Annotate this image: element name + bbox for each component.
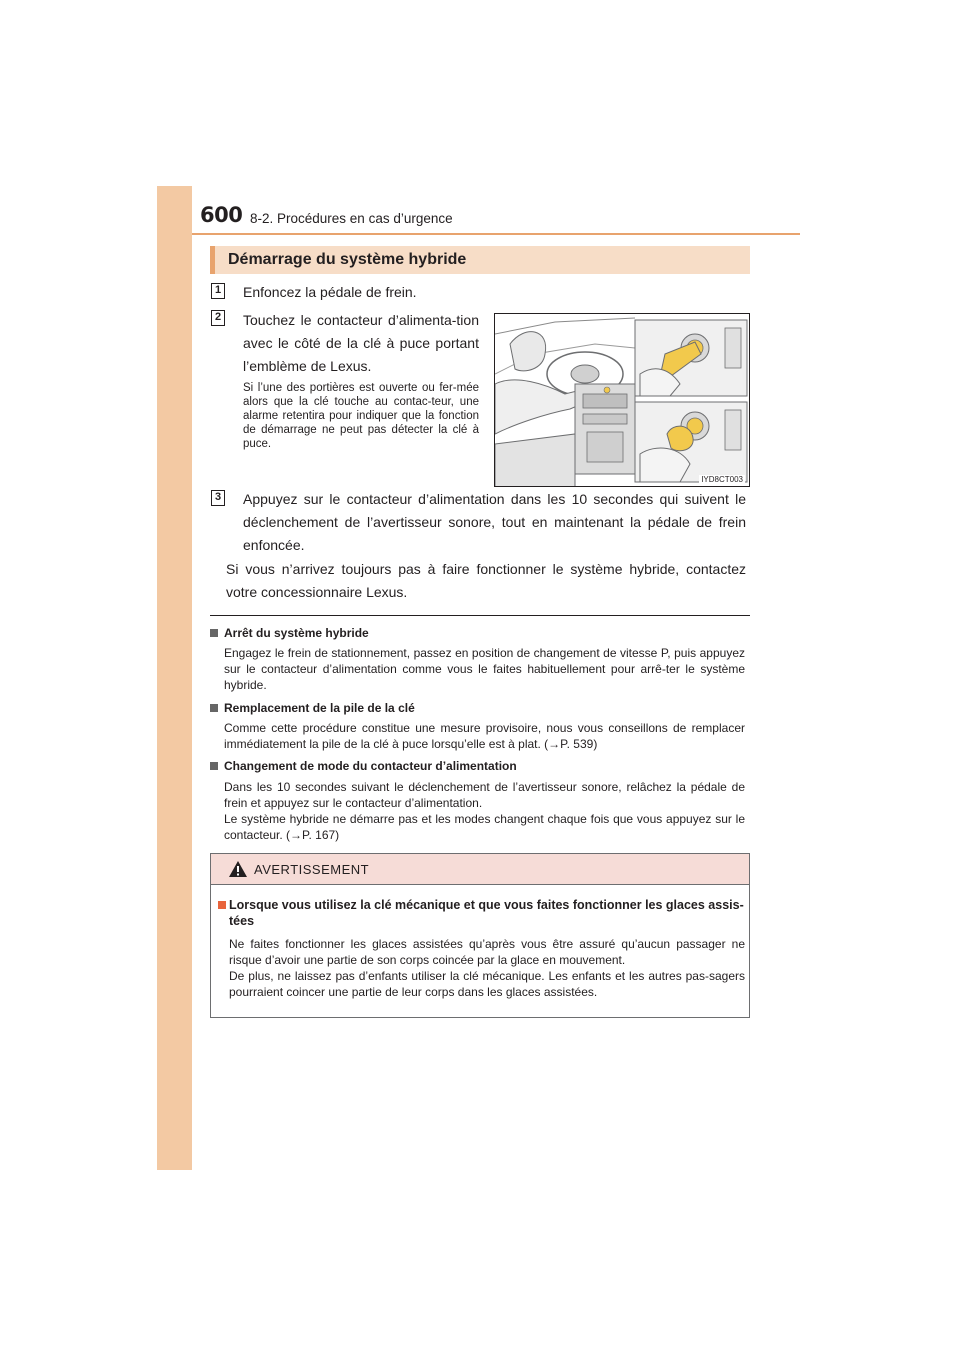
note-1-heading: [210, 626, 369, 640]
warning-item-heading: [216, 897, 746, 929]
step-2-text: Touchez le contacteur d’alimenta-tion avec le côté de la clé à puce portant l’emblème de Lexus.: [243, 312, 479, 374]
header-rule: [192, 233, 800, 235]
note-3-heading: [210, 759, 517, 773]
section-title: Démarrage du système hybride: [228, 251, 467, 268]
chapter-title: 8-2. Procédures en cas d’urgence: [250, 211, 453, 226]
chapter-side-tab: [157, 186, 192, 1170]
note-3-body-1: Dans les 10 secondes suivant le déclenchement de l’avertisseur sonore, relâchez la pédale de frein et appuyez sur le contacteur d’alimentation.: [224, 780, 745, 810]
note-1-body: Engagez le frein de stationnement, passez en position de changement de vitesse P, puis appuyez sur le contacteur d’alimentation comme vous le faites habituellement pour arrê-ter le système hybride.: [224, 646, 745, 692]
illustration-code: IYD8CT003: [701, 475, 743, 484]
warning-body-1: Ne faites fonctionner les glaces assistées qu’après vous être assuré qu’aucun passager ne risque d’avoir une partie de son corps coincée par la glace en mouvement.: [229, 937, 745, 967]
warning-title: AVERTISSEMENT: [254, 862, 370, 877]
warning-item-title: Lorsque vous utilisez la clé mécanique et que vous faites fonctionner les glaces assis-tées: [229, 898, 744, 928]
note-3-body-2: Le système hybride ne démarre pas et les modes changent chaque fois que vous appuyez sur le contacteur. (→P. 167): [224, 812, 745, 842]
note-bullet-icon: [210, 629, 218, 637]
step-number-1: 1: [211, 283, 225, 299]
note-2-body: Comme cette procédure constitue une mesure provisoire, nous vous conseillons de remplacer immédiatement la pile de la clé à puce lorsqu’elle est à plat. (→P. 539): [224, 721, 745, 751]
warning-header: [211, 854, 749, 885]
illustration-drawing: [495, 314, 750, 487]
footer-paragraph: Si vous n’arrivez toujours pas à faire fonctionner le système hybride, contactez votre concessionnaire Lexus.: [226, 561, 746, 600]
step-number-3: 3: [211, 490, 225, 506]
note-3-title: Changement de mode du contacteur d’alimentation: [224, 759, 517, 773]
step-2-note: Si l’une des portières est ouverte ou fer-mée alors que la clé touche au contac-teur, une alarme retentira pour indiquer que la fonction de démarrage ne peut pas détecter la clé à puce.: [243, 382, 479, 450]
note-bullet-icon: [210, 762, 218, 770]
step-number-2: 2: [211, 310, 225, 326]
warning-box: [210, 853, 750, 1018]
note-1-title: Arrêt du système hybride: [224, 626, 369, 640]
step-3-text: Appuyez sur le contacteur d’alimentation dans les 10 secondes qui suivent le déclenchement de l’avertisseur sonore, tout en maintenant la pédale de frein enfoncée.: [243, 491, 746, 553]
note-2-title: Remplacement de la pile de la clé: [224, 701, 415, 715]
page-number: 600: [200, 203, 243, 227]
warning-triangle-icon: [228, 860, 248, 878]
section-divider: [210, 615, 750, 616]
warning-bullet-icon: [218, 901, 226, 909]
note-2-heading: [210, 701, 415, 715]
section-header: [210, 246, 750, 274]
power-switch-illustration: [494, 313, 750, 487]
warning-body-2: De plus, ne laissez pas d’enfants utiliser la clé mécanique. Les enfants et les autres pas-sagers pourraient coincer une partie de leur corps dans les glaces assistées.: [229, 969, 745, 999]
note-bullet-icon: [210, 704, 218, 712]
step-1-text: Enfoncez la pédale de frein.: [243, 284, 417, 300]
